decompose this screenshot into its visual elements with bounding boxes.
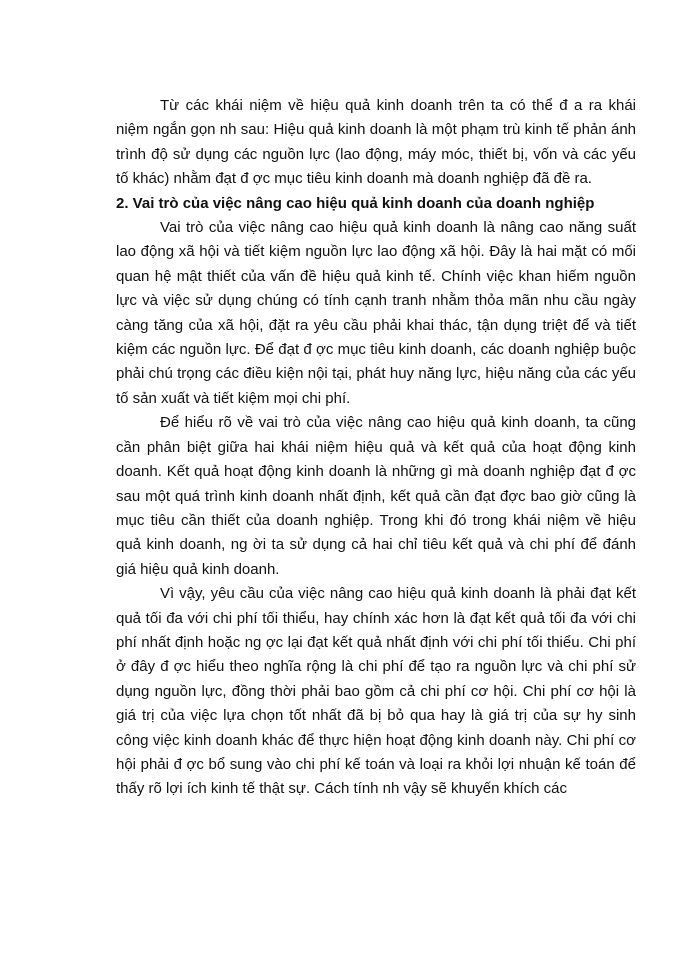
- paragraph-role-productivity: Vai trò của việc nâng cao hiệu quả kinh doanh là nâng cao năng suất lao động xã hội và tiết kiệm nguồn lực lao động xã hội. Đây là hai mặt có mối quan hệ mật thiết của vấn đề hiệu quả kinh tế. Chính việc khan hiếm nguồn lực và việc sử dụng chúng có tính cạnh tranh nhằm thỏa mãn nhu cầu ngày càng tăng của xã hội, đặt ra yêu cầu phải khai thác, tận dụng triệt để và tiết kiệm các nguồn lực. Để đạt đ ợc mục tiêu kinh doanh, các doanh nghiệp buộc phải chú trọng các điều kiện nội tại, phát huy năng lực, hiệu năng của các yếu tố sản xuất và tiết kiệm mọi chi phí.: [116, 219, 636, 407]
- paragraph-cost-requirements: Vì vậy, yêu cầu của việc nâng cao hiệu quả kinh doanh là phải đạt kết quả tối đa với chi phí tối thiểu, hay chính xác hơn là đạt kết quả tối đa với chi phí nhất định hoặc ng ợc lại đạt kết quả nhất định với chi phí tối thiểu. Chi phí ở đây đ ợc hiểu theo nghĩa rộng là chi phí để tạo ra nguồn lực và chi phí sử dụng nguồn lực, đồng thời phải bao gồm cả chi phí cơ hội. Chi phí cơ hội là giá trị của việc lựa chọn tốt nhất đã bị bỏ qua hay là giá trị của sự hy sinh công việc kinh doanh khác để thực hiện hoạt động kinh doanh này. Chi phí cơ hội phải đ ợc bổ sung vào chi phí kế toán và loại ra khỏi lợi nhuận kế toán để thấy rõ lợi ích kinh tế thật sự. Cách tính nh vậy sẽ khuyến khích các: [116, 585, 636, 798]
- document-page: [116, 94, 636, 802]
- section-heading-role: 2. Vai trò của việc nâng cao hiệu quả kinh doanh của doanh nghiệp: [116, 194, 595, 212]
- paragraph-efficiency-vs-results: Để hiểu rõ về vai trò của việc nâng cao hiệu quả kinh doanh, ta cũng cần phân biệt giữa hai khái niệm hiệu quả và kết quả của hoạt động kinh doanh. Kết quả hoạt động kinh doanh là những gì mà doanh nghiệp đạt đ ợc sau một quá trình kinh doanh nhất định, kết quả cần đạt đợc bao giờ cũng là mục tiêu cần thiết của doanh nghiệp. Trong khi đó trong khái niệm về hiệu quả kinh doanh, ng ời ta sử dụng cả hai chỉ tiêu kết quả và chi phí để đánh giá hiệu quả kinh doanh.: [116, 414, 636, 578]
- paragraph-concept-definition: Từ các khái niệm về hiệu quả kinh doanh trên ta có thể đ a ra khái niệm ngắn gọn nh sau: Hiệu quả kinh doanh là một phạm trù kinh tế phản ánh trình độ sử dụng các nguồn lực (lao động, máy móc, thiết bị, vốn và các yếu tố khác) nhằm đạt đ ợc mục tiêu kinh doanh mà doanh nghiệp đã đề ra.: [116, 97, 636, 188]
